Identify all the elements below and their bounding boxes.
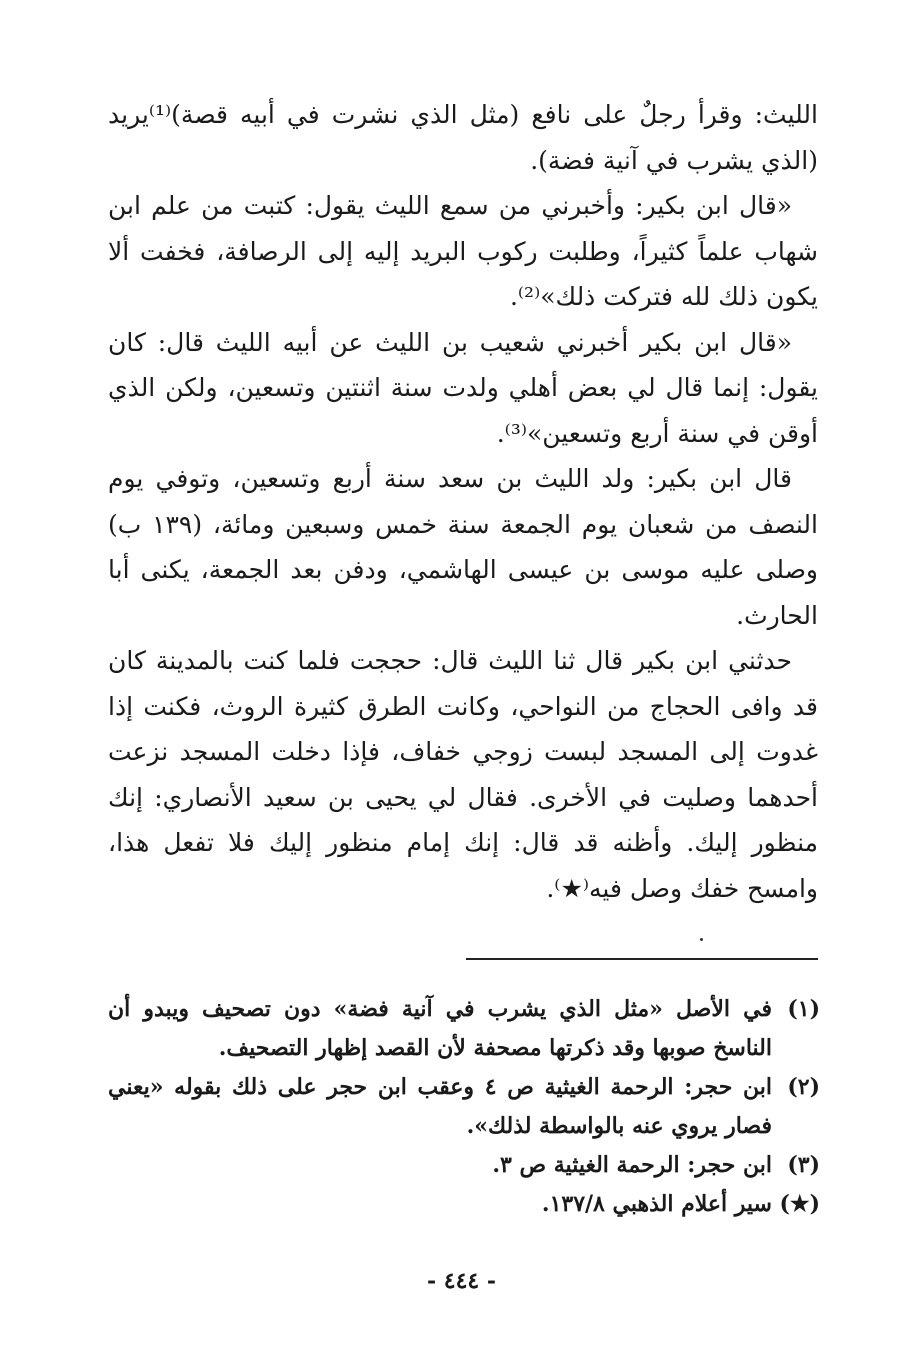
footnote-1 [108,990,820,1068]
paragraph-5: حدثني ابن بكير قال ثنا الليث قال: حججت فلما كنت بالمدينة كان قد وافى الحجاج من النواحي، وكانت الطرق كثيرة الروث، فكنت إذا غدوت إلى المسجد لبست زوجي خفاف، فإذا دخلت المسجد نزعت أحدهما وصليت في الأخرى. فقال لي يحيى بن سعيد الأنصاري: إنك منظور إليك. وأظنه قد قال: إنك إمام منظور إليك فلا تفعل هذا، وامسح خفك وصل فيه⁽★⁾. [108,646,818,903]
footnote-star [108,1185,820,1224]
footnotes-section [108,990,820,1224]
paragraph-4: قال ابن بكير: ولد الليث بن سعد سنة أربع وتسعين، وتوفي يوم النصف من شعبان يوم الجمعة سنة خمس وسبعين ومائة، (١٣٩ ب) وصلى عليه موسى بن عيسى الهاشمي، ودفن بعد الجمعة، يكنى أبا الحارث. [108,464,818,630]
footnote-number: (١) [787,996,820,1022]
footnote-divider [466,958,818,960]
stray-dot-mark [700,938,703,941]
footnote-number: (٢) [787,1074,820,1100]
footnote-number: (★) [779,1191,820,1217]
footnote-text: ابن حجر: الرحمة الغيثية ص ٣. [492,1152,772,1178]
main-text-body [108,92,818,911]
page-number: - ٤٤٤ - [426,1268,497,1294]
footnote-text: سير أعلام الذهبي ١٣٧/٨. [541,1191,772,1217]
footnote-text: ابن حجر: الرحمة الغيثية ص ٤ وعقب ابن حجر على ذلك بقوله «يعني فصار يروي عنه بالواسطة لذلك». [108,1074,772,1139]
paragraph-2: «قال ابن بكير: وأخبرني من سمع الليث يقول: كتبت من علم ابن شهاب علماً كثيراً، وطلبت ركوب البريد إليه إلى الرصافة، فخفت ألا يكون ذلك لله فتركت ذلك»⁽²⁾. [108,191,818,311]
footnote-text: في الأصل «مثل الذي يشرب في آنية فضة» دون تصحيف ويبدو أن الناسخ صوبها وقد ذكرتها مصحفة لأن القصد إظهار التصحيف. [108,996,772,1061]
footnote-number: (٣) [787,1152,820,1178]
paragraph-3: «قال ابن بكير أخبرني شعيب بن الليث عن أبيه الليث قال: كان يقول: إنما قال لي بعض أهلي ولدت سنة اثنتين وتسعين، ولكن الذي أوقن في سنة أربع وتسعين»⁽³⁾. [108,327,818,448]
footnote-3 [108,1146,820,1185]
footnote-2 [108,1068,820,1146]
paragraph-1: الليث: وقرأ رجلٌ على نافع (مثل الذي نشرت في أبيه قصة)⁽¹⁾يريد (الذي يشرب في آنية فضة). [108,100,818,175]
